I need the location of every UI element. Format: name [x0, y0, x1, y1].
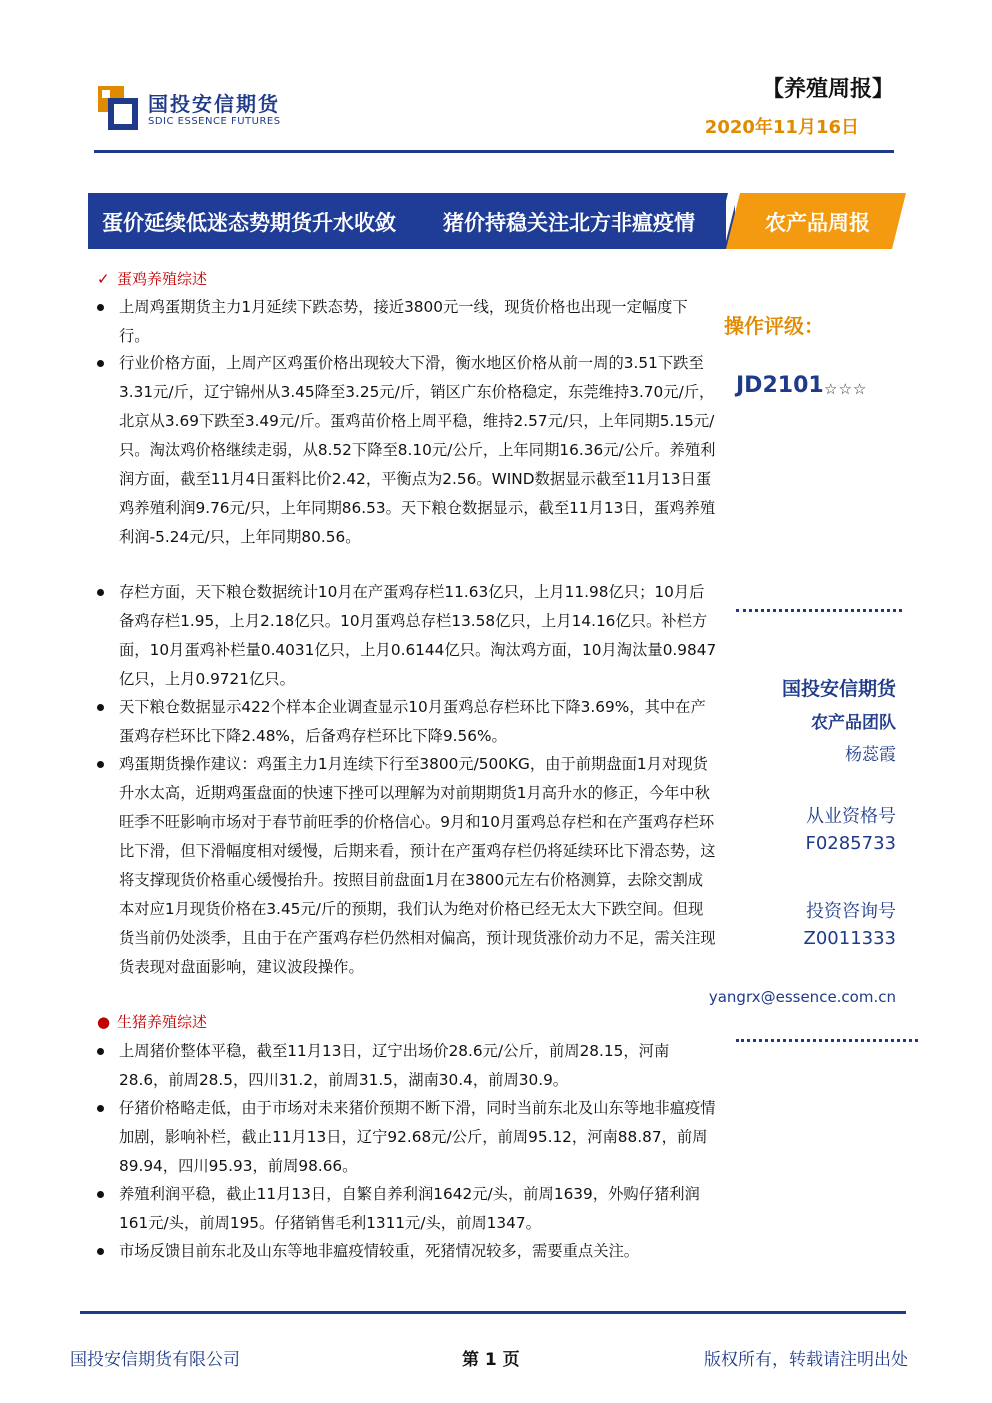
- list-item: [97, 693, 717, 751]
- bullet-icon: [97, 761, 104, 768]
- footer-copyright: 版权所有，转载请注明出处: [704, 1350, 908, 1370]
- bullet-icon: [97, 360, 104, 367]
- list-item: [97, 293, 717, 351]
- sidebar-company: 国投安信期货: [781, 678, 896, 700]
- list-item: [97, 1180, 717, 1238]
- contract-code: JD2101: [736, 373, 824, 398]
- cert-number: F0285733: [805, 833, 896, 854]
- email-link[interactable]: yangrx@essence.com.cn: [708, 988, 896, 1006]
- bullet-icon: [97, 704, 104, 711]
- bullet-text: 上周鸡蛋期货主力1月延续下跌态势，接近3800元一线，现货价格也出现一定幅度下行。: [119, 298, 688, 345]
- headline-pig: 猪价持稳关注北方非瘟疫情: [443, 211, 695, 235]
- section-title-pig: 生猪养殖综述: [117, 1013, 208, 1031]
- checkmark-icon: ✓: [97, 270, 110, 288]
- sidebar-divider: [736, 609, 902, 612]
- bullet-icon: [97, 589, 104, 596]
- logo-text-cn: 国投安信期货: [148, 92, 280, 116]
- bullet-text: 上周猪价整体平稳，截至11月13日，辽宁出场价28.6元/公斤，前周28.15，河南28.6，前周28.5，四川31.2，前周31.5，湖南30.4，前周30.9。: [119, 1042, 670, 1089]
- report-type: 【养殖周报】: [761, 77, 894, 102]
- cert-label: 从业资格号: [806, 806, 896, 827]
- bullet-text: 存栏方面，天下粮仓数据统计10月在产蛋鸡存栏11.63亿只，上月11.98亿只；10月后备鸡存栏1.95，上月2.18亿只。10月蛋鸡总存栏13.58亿只，上月14.16亿只。补栏方面，10月蛋鸡补栏量0.4031亿只，上月0.6144亿只。淘汰鸡方面，10月淘汰量0.9847亿只，上月0.9721亿只。: [119, 583, 717, 688]
- rating-label: 操作评级：: [724, 314, 824, 338]
- sidebar-analyst: 杨蕊霞: [845, 745, 896, 765]
- logo-mark-icon: [98, 86, 138, 130]
- consult-number: Z0011333: [803, 928, 896, 949]
- section-title-egg: 蛋鸡养殖综述: [117, 270, 208, 288]
- list-item: [97, 750, 717, 982]
- page-number: 第 1 页: [462, 1350, 520, 1370]
- section-heading-egg: [97, 268, 207, 289]
- sidebar-team: 农产品团队: [811, 713, 896, 733]
- bullet-text: 仔猪价格略走低，由于市场对未来猪价预期不断下滑，同时当前东北及山东等地非瘟疫情加剧，影响补栏，截止11月13日，辽宁92.68元/公斤，前周95.12，河南88.87，前周89.94，四川95.93，前周98.66。: [119, 1099, 716, 1175]
- footer-company: 国投安信期货有限公司: [70, 1350, 240, 1370]
- consult-label: 投资咨询号: [806, 901, 896, 922]
- list-item: [97, 349, 717, 552]
- logo-text-en: SDIC ESSENCE FUTURES: [148, 116, 281, 127]
- bullet-icon: [97, 1191, 104, 1198]
- bullet-icon: [97, 1048, 104, 1055]
- headline-egg: 蛋价延续低迷态势期货升水收敛: [102, 211, 396, 235]
- list-item: [97, 1237, 717, 1266]
- report-date: 2020年11月16日: [704, 117, 859, 138]
- footer-divider: [80, 1311, 906, 1314]
- bullet-text: 天下粮仓数据显示422个样本企业调查显示10月蛋鸡总存栏环比下降3.69%，其中在产蛋鸡存栏环比下降2.48%，后备鸡存栏环比下降9.56%。: [119, 698, 706, 745]
- header-divider: [94, 150, 894, 153]
- sidebar-divider: [736, 1039, 918, 1042]
- section-heading-pig: [97, 1011, 207, 1032]
- list-item: [97, 1037, 717, 1095]
- category-label: 农产品周报: [765, 211, 870, 235]
- company-logo: [98, 84, 298, 134]
- list-item: [97, 578, 717, 694]
- list-item: [97, 1094, 717, 1181]
- red-dot-icon: ●: [97, 1013, 111, 1031]
- bullet-text: 市场反馈目前东北及山东等地非瘟疫情较重，死猪情况较多，需要重点关注。: [119, 1242, 640, 1260]
- rating-stars: ☆☆☆: [824, 380, 868, 398]
- bullet-icon: [97, 1248, 104, 1255]
- bullet-icon: [97, 304, 104, 311]
- bullet-icon: [97, 1105, 104, 1112]
- bullet-text: 养殖利润平稳，截止11月13日，自繁自养利润1642元/头，前周1639，外购仔猪利润161元/头，前周195。仔猪销售毛利1311元/头，前周1347。: [119, 1185, 700, 1232]
- bullet-text: 鸡蛋期货操作建议：鸡蛋主力1月连续下行至3800元/500KG，由于前期盘面1月对现货升水太高，近期鸡蛋盘面的快速下挫可以理解为对前期期货1月高升水的修正，今年中秋旺季不旺影响市场对于春节前旺季的价格信心。9月和10月蛋鸡总存栏和在产蛋鸡存栏环比下滑，但下滑幅度相对缓慢，后期来看，预计在产蛋鸡存栏仍将延续环比下滑态势，这将支撑现货价格重心缓慢抬升。按照目前盘面1月在3800元左右价格测算，去除交割成本对应1月现货价格在3.45元/斤的预期，我们认为绝对价格已经无太大下跌空间。但现货当前仍处淡季，且由于在产蛋鸡存栏仍然相对偏高，预计现货涨价动力不足，需关注现货表现对盘面影响，建议波段操作。: [119, 755, 716, 976]
- bullet-text: 行业价格方面，上周产区鸡蛋价格出现较大下滑，衡水地区价格从前一周的3.51下跌至3.31元/斤，辽宁锦州从3.45降至3.25元/斤，销区广东价格稳定，东莞维持3.70元/斤，北京从3.69下跌至3.49元/斤。蛋鸡苗价格上周平稳，维持2.57元/只，上年同期5.15元/只。淘汰鸡价格继续走弱，从8.52下降至8.10元/公斤，上年同期16.36元/公斤。养殖利润方面，截至11月4日蛋料比价2.42，平衡点为2.56。WIND数据显示截至11月13日蛋鸡养殖利润9.76元/只，上年同期86.53。天下粮仓数据显示，截至11月13日，蛋鸡养殖利润-5.24元/只，上年同期80.56。: [119, 354, 716, 546]
